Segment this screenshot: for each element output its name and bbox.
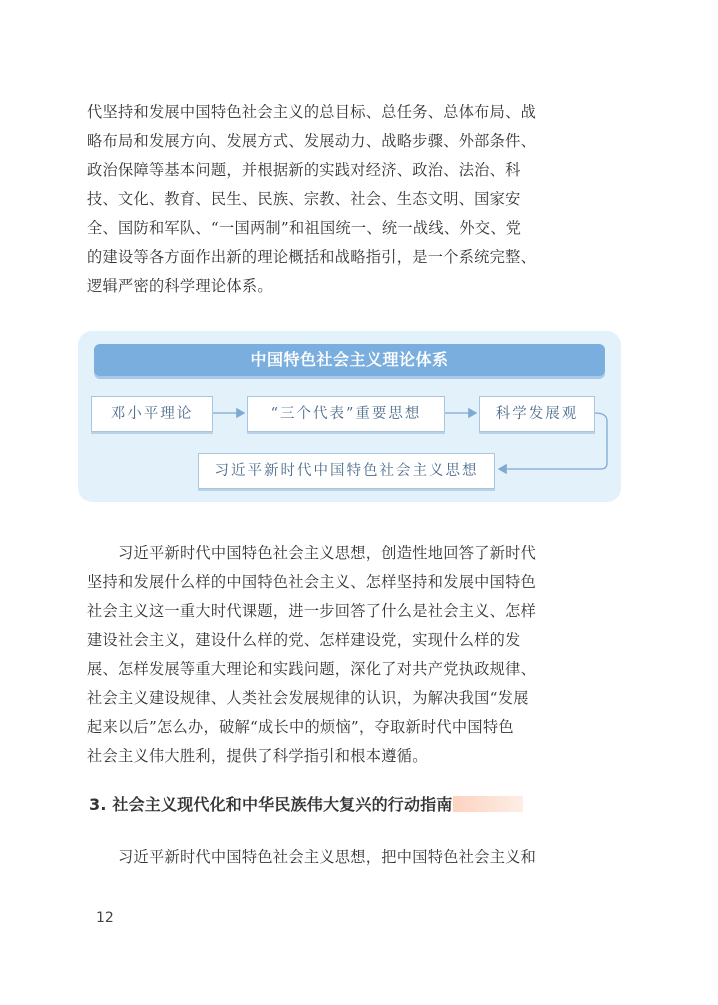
text-line: 略布局和发展方向、发展方式、发展动力、战略步骤、外部条件、 (87, 132, 537, 150)
text-line: 展、怎样发展等重大理论和实践问题，深化了对共产党执政规律、 (87, 660, 537, 678)
text-line: 社会主义伟大胜利，提供了科学指引和根本遵循。 (87, 747, 428, 765)
node-scientific-outlook: 科学发展观 (479, 396, 595, 432)
paragraph-xi-thought (87, 539, 537, 771)
text-line: 社会主义这一重大时代课题，进一步回答了什么是社会主义、怎样 (87, 602, 537, 620)
paragraph-theory-system (87, 98, 537, 301)
node-deng-xiaoping-theory: 邓小平理论 (91, 396, 213, 432)
node-xi-thought: 习近平新时代中国特色社会主义思想 (198, 453, 495, 489)
theory-system-diagram (78, 331, 621, 502)
text-line: 习近平新时代中国特色社会主义思想，把中国特色社会主义和 (118, 848, 537, 866)
text-line: 社会主义建设规律、人类社会发展规律的认识，为解决我国“发展 (87, 689, 529, 707)
section-heading: 3. 社会主义现代化和中华民族伟大复兴的行动指南 (89, 795, 453, 814)
text-line: 逻辑严密的科学理论体系。 (87, 277, 273, 295)
heading-decoration-bar (453, 796, 523, 812)
text-line: 技、文化、教育、民生、民族、宗教、社会、生态文明、国家安 (87, 190, 521, 208)
text-line: 起来以后”怎么办，破解“成长中的烦恼”，夺取新时代中国特色 (87, 718, 514, 736)
node-three-represents: “三个代表”重要思想 (247, 396, 445, 432)
page-number: 12 (96, 910, 114, 926)
diagram-title: 中国特色社会主义理论体系 (94, 344, 605, 376)
text-line: 的建设等各方面作出新的理论概括和战略指引，是一个系统完整、 (87, 248, 537, 266)
text-line: 政治保障等基本问题，并根据新的实践对经济、政治、法治、科 (87, 161, 521, 179)
text-line: 建设社会主义，建设什么样的党、怎样建设党，实现什么样的发 (87, 631, 521, 649)
text-line: 全、国防和军队、“一国两制”和祖国统一、统一战线、外交、党 (87, 219, 522, 237)
text-line: 坚持和发展什么样的中国特色社会主义、怎样坚持和发展中国特色 (87, 573, 537, 591)
text-line: 习近平新时代中国特色社会主义思想，创造性地回答了新时代 (118, 544, 537, 562)
text-line: 代坚持和发展中国特色社会主义的总目标、总任务、总体布局、战 (87, 103, 537, 121)
paragraph-action-guide (87, 843, 537, 872)
